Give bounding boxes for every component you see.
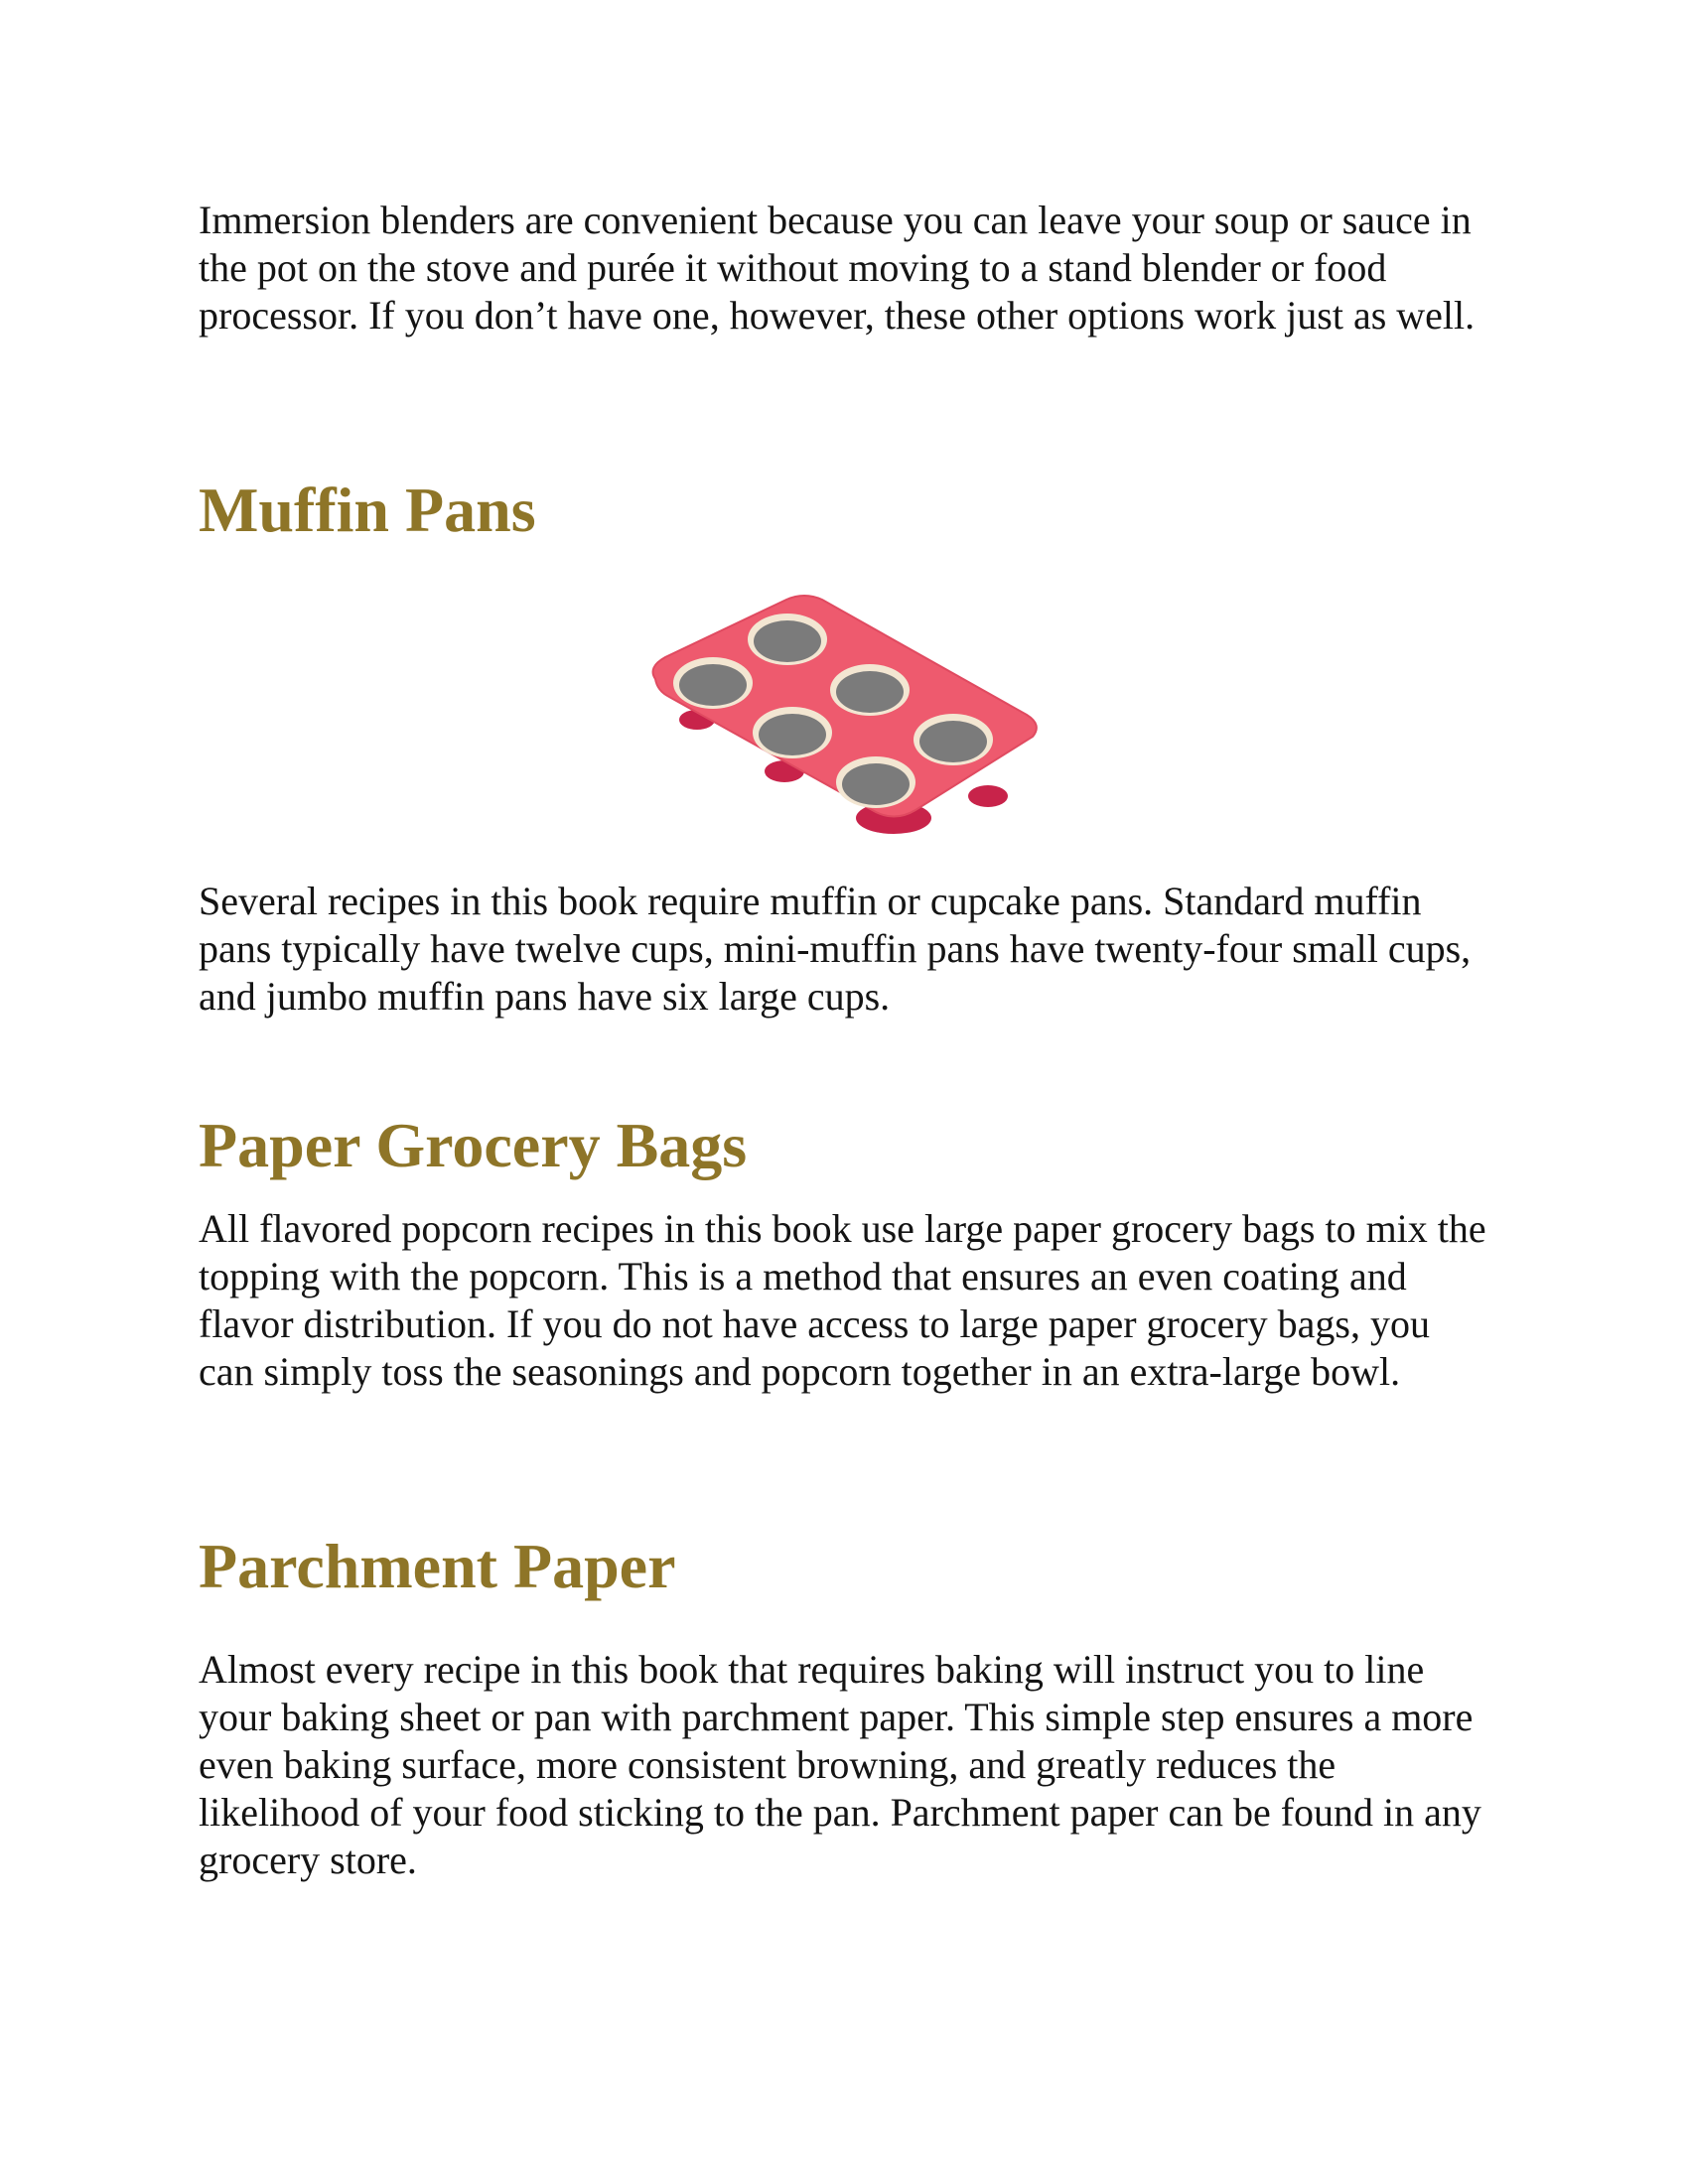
muffin-pan-icon — [645, 588, 1043, 846]
heading-muffin-pans: Muffin Pans — [199, 475, 536, 545]
muffin-cup — [914, 714, 993, 765]
heading-paper-grocery-bags: Paper Grocery Bags — [199, 1110, 748, 1180]
intro-paragraph: Immersion blenders are convenient because you can leave your soup or sauce in the pot on the stove and purée it without moving to a stand blender or food processor. If you don’t have one, however, these other options work just as well. — [199, 198, 1476, 338]
muffin-pans-paragraph: Several recipes in this book require muffin or cupcake pans. Standard muffin pans typically have twelve cups, mini-muffin pans have twenty-four small cups, and jumbo muffin pans have six large cups. — [199, 879, 1472, 1019]
paper-grocery-bags-paragraph: All flavored popcorn recipes in this book use large paper grocery bags to mix the topping with the popcorn. This is a method that ensures an even coating and flavor distribution. If you do not have access to large paper grocery bags, you can simply toss the seasonings and popcorn together in an extra-large bowl. — [199, 1206, 1486, 1394]
muffin-cup — [753, 707, 832, 758]
heading-parchment-paper: Parchment Paper — [199, 1531, 676, 1601]
muffin-cup — [830, 664, 910, 716]
parchment-paper-paragraph: Almost every recipe in this book that requires baking will instruct you to line your baking sheet or pan with parchment paper. This simple step ensures a more even baking surface, more consistent browning, and greatly reduces the likelihood of your food sticking to the pan. Parchment paper can be found in any grocery store. — [199, 1647, 1481, 1882]
muffin-cup — [836, 756, 915, 808]
muffin-cup — [748, 614, 827, 665]
muffin-cup — [673, 657, 753, 709]
